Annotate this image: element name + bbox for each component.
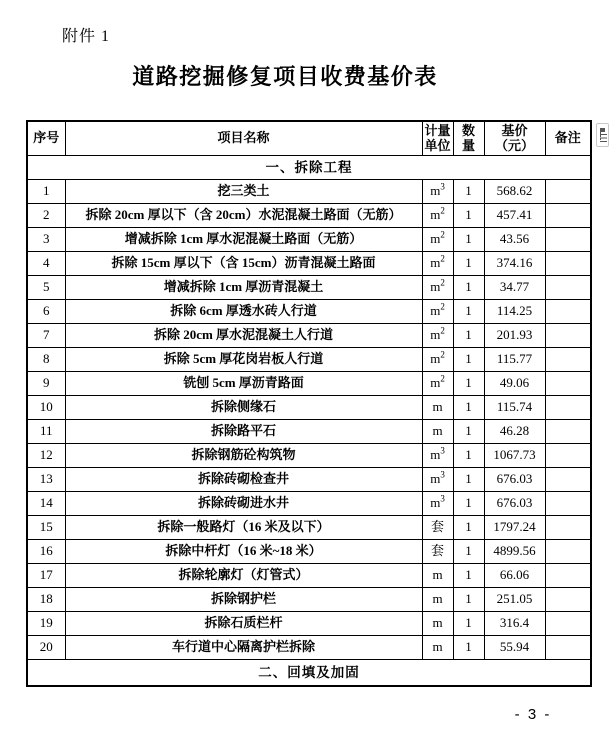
row-index-cell: 3 — [27, 228, 65, 252]
price-cell: 676.03 — [484, 492, 545, 516]
table-row — [27, 612, 591, 636]
remark-cell — [545, 444, 591, 468]
item-name-cell: 车行道中心隔离护栏拆除 — [65, 636, 422, 660]
price-table — [26, 120, 592, 687]
table-header-row — [27, 121, 591, 156]
item-name-cell: 拆除 20cm 厚水泥混凝土人行道 — [65, 324, 422, 348]
table-row — [27, 372, 591, 396]
table-row — [27, 348, 591, 372]
unit-base: m — [432, 615, 443, 631]
unit-base: m — [432, 399, 443, 415]
table-row — [27, 636, 591, 660]
unit-base: m — [430, 471, 441, 487]
unit-base: m — [430, 207, 441, 223]
unit-base: 套 — [430, 543, 444, 559]
row-index-cell: 13 — [27, 468, 65, 492]
remark-cell — [545, 468, 591, 492]
remark-cell — [545, 636, 591, 660]
item-name-cell: 拆除砖砌检查井 — [65, 468, 422, 492]
remark-cell — [545, 276, 591, 300]
remark-cell — [545, 612, 591, 636]
item-name-cell: 拆除 20cm 厚以下（含 20cm）水泥混凝土路面（无筋） — [65, 204, 422, 228]
unit-exponent: 2 — [440, 325, 445, 336]
row-index-cell: 6 — [27, 300, 65, 324]
header-item-name: 项目名称 — [65, 121, 422, 156]
header-remark: 备注 — [545, 121, 591, 156]
unit-cell — [422, 372, 453, 396]
remark-cell — [545, 492, 591, 516]
header-qty-line2: 量 — [461, 137, 475, 153]
header-qty — [453, 121, 484, 156]
unit-exponent: 3 — [440, 469, 445, 480]
row-index-cell: 18 — [27, 588, 65, 612]
row-index-cell: 12 — [27, 444, 65, 468]
header-price-line2: （元） — [494, 137, 534, 153]
price-cell: 1067.73 — [484, 444, 545, 468]
unit-cell — [422, 636, 453, 660]
price-cell: 55.94 — [484, 636, 545, 660]
price-table-body — [27, 156, 591, 687]
unit-base: m — [432, 423, 443, 439]
table-row — [27, 276, 591, 300]
item-name-cell: 拆除中杆灯（16 米~18 米） — [65, 540, 422, 564]
row-index-cell: 9 — [27, 372, 65, 396]
table-row — [27, 396, 591, 420]
remark-cell — [545, 300, 591, 324]
unit-cell — [422, 300, 453, 324]
row-index-cell: 5 — [27, 276, 65, 300]
section-row-backfill — [27, 660, 591, 687]
header-unit-line1: 计量 — [424, 122, 451, 138]
table-row — [27, 300, 591, 324]
item-name-cell: 拆除侧缘石 — [65, 396, 422, 420]
item-name-cell: 挖三类土 — [65, 180, 422, 204]
qty-cell: 1 — [453, 540, 484, 564]
header-qty-line1: 数 — [461, 122, 475, 138]
price-cell: 457.41 — [484, 204, 545, 228]
price-cell: 49.06 — [484, 372, 545, 396]
unit-base: m — [430, 375, 441, 391]
table-row — [27, 252, 591, 276]
unit-cell — [422, 468, 453, 492]
qty-cell: 1 — [453, 588, 484, 612]
price-cell: 201.93 — [484, 324, 545, 348]
unit-exponent: 2 — [440, 253, 445, 264]
unit-exponent: 3 — [440, 445, 445, 456]
unit-base: m — [430, 495, 441, 511]
row-index-cell: 14 — [27, 492, 65, 516]
qty-cell: 1 — [453, 372, 484, 396]
price-cell: 115.74 — [484, 396, 545, 420]
unit-base: m — [430, 279, 441, 295]
header-unit — [422, 121, 453, 156]
unit-cell — [422, 228, 453, 252]
qty-cell: 1 — [453, 228, 484, 252]
table-row — [27, 420, 591, 444]
price-cell: 114.25 — [484, 300, 545, 324]
qty-cell: 1 — [453, 324, 484, 348]
item-name-cell: 拆除石质栏杆 — [65, 612, 422, 636]
unit-base: m — [430, 183, 441, 199]
price-cell: 4899.56 — [484, 540, 545, 564]
remark-cell — [545, 564, 591, 588]
unit-base: m — [430, 327, 441, 343]
table-row — [27, 564, 591, 588]
price-cell: 115.77 — [484, 348, 545, 372]
item-name-cell: 铣刨 5cm 厚沥青路面 — [65, 372, 422, 396]
item-name-cell: 拆除一般路灯（16 米及以下） — [65, 516, 422, 540]
qty-cell: 1 — [453, 612, 484, 636]
row-index-cell: 20 — [27, 636, 65, 660]
section-label-demolition: 一、拆除工程 — [27, 156, 591, 180]
item-name-cell: 拆除 15cm 厚以下（含 15cm）沥青混凝土路面 — [65, 252, 422, 276]
qty-cell: 1 — [453, 636, 484, 660]
unit-exponent: 2 — [440, 277, 445, 288]
row-index-cell: 16 — [27, 540, 65, 564]
unit-cell — [422, 516, 453, 540]
remark-cell — [545, 324, 591, 348]
unit-cell — [422, 324, 453, 348]
unit-exponent: 2 — [440, 205, 445, 216]
unit-cell — [422, 588, 453, 612]
qty-cell: 1 — [453, 348, 484, 372]
item-name-cell: 拆除钢护栏 — [65, 588, 422, 612]
table-row — [27, 204, 591, 228]
price-cell: 374.16 — [484, 252, 545, 276]
header-price — [484, 121, 545, 156]
row-index-cell: 15 — [27, 516, 65, 540]
unit-exponent: 3 — [440, 181, 445, 192]
unit-exponent: 2 — [440, 229, 445, 240]
unit-base: m — [430, 231, 441, 247]
price-cell: 251.05 — [484, 588, 545, 612]
unit-base: m — [430, 447, 441, 463]
attachment-label: 附件 1 — [62, 28, 111, 45]
unit-cell — [422, 420, 453, 444]
item-name-cell: 拆除轮廓灯（灯管式） — [65, 564, 422, 588]
table-row — [27, 588, 591, 612]
unit-cell — [422, 564, 453, 588]
unit-base: m — [432, 567, 443, 583]
row-index-cell: 2 — [27, 204, 65, 228]
unit-exponent: 3 — [440, 493, 445, 504]
qty-cell: 1 — [453, 252, 484, 276]
price-cell: 34.77 — [484, 276, 545, 300]
remark-cell — [545, 516, 591, 540]
header-index: 序号 — [27, 121, 65, 156]
table-row — [27, 516, 591, 540]
qty-cell: 1 — [453, 300, 484, 324]
header-price-line1: 基价 — [501, 122, 528, 138]
qty-cell: 1 — [453, 420, 484, 444]
row-index-cell: 4 — [27, 252, 65, 276]
price-cell: 46.28 — [484, 420, 545, 444]
unit-cell — [422, 252, 453, 276]
unit-exponent: 2 — [440, 301, 445, 312]
table-row — [27, 540, 591, 564]
page-number: - 3 - — [514, 706, 552, 723]
qty-cell: 1 — [453, 396, 484, 420]
item-name-cell: 拆除钢筋砼构筑物 — [65, 444, 422, 468]
page-title: 道路挖掘修复项目收费基价表 — [132, 64, 438, 89]
row-index-cell: 11 — [27, 420, 65, 444]
remark-cell — [545, 348, 591, 372]
remark-cell — [545, 396, 591, 420]
unit-base: m — [430, 351, 441, 367]
remark-cell — [545, 252, 591, 276]
unit-cell — [422, 492, 453, 516]
section-label-backfill: 二、回填及加固 — [27, 660, 591, 687]
table-row — [27, 228, 591, 252]
remark-cell — [545, 204, 591, 228]
price-cell: 316.4 — [484, 612, 545, 636]
qty-cell: 1 — [453, 444, 484, 468]
remark-cell — [545, 180, 591, 204]
unit-base: m — [430, 255, 441, 271]
unit-base: m — [432, 591, 443, 607]
remark-cell — [545, 228, 591, 252]
table-row — [27, 180, 591, 204]
price-cell: 676.03 — [484, 468, 545, 492]
item-name-cell: 增减拆除 1cm 厚沥青混凝土 — [65, 276, 422, 300]
item-name-cell: 增减拆除 1cm 厚水泥混凝土路面（无筋） — [65, 228, 422, 252]
unit-cell — [422, 276, 453, 300]
row-index-cell: 17 — [27, 564, 65, 588]
qty-cell: 1 — [453, 204, 484, 228]
section-row-demolition — [27, 156, 591, 180]
clipboard-glyph — [599, 127, 608, 143]
unit-cell — [422, 204, 453, 228]
remark-cell — [545, 420, 591, 444]
price-cell: 1797.24 — [484, 516, 545, 540]
table-row — [27, 468, 591, 492]
unit-base: m — [430, 303, 441, 319]
row-index-cell: 10 — [27, 396, 65, 420]
remark-cell — [545, 372, 591, 396]
paste-options-icon[interactable] — [596, 123, 609, 147]
unit-cell — [422, 540, 453, 564]
unit-cell — [422, 396, 453, 420]
qty-cell: 1 — [453, 468, 484, 492]
row-index-cell: 7 — [27, 324, 65, 348]
table-row — [27, 492, 591, 516]
unit-exponent: 2 — [440, 373, 445, 384]
qty-cell: 1 — [453, 564, 484, 588]
item-name-cell: 拆除 6cm 厚透水砖人行道 — [65, 300, 422, 324]
row-index-cell: 1 — [27, 180, 65, 204]
unit-cell — [422, 444, 453, 468]
item-name-cell: 拆除路平石 — [65, 420, 422, 444]
qty-cell: 1 — [453, 276, 484, 300]
row-index-cell: 19 — [27, 612, 65, 636]
item-name-cell: 拆除砖砌进水井 — [65, 492, 422, 516]
remark-cell — [545, 588, 591, 612]
header-unit-line2: 单位 — [424, 137, 451, 153]
table-row — [27, 444, 591, 468]
unit-base: m — [432, 639, 443, 655]
remark-cell — [545, 540, 591, 564]
table-row — [27, 324, 591, 348]
price-cell: 568.62 — [484, 180, 545, 204]
qty-cell: 1 — [453, 180, 484, 204]
unit-cell — [422, 612, 453, 636]
unit-exponent: 2 — [440, 349, 445, 360]
qty-cell: 1 — [453, 516, 484, 540]
unit-cell — [422, 348, 453, 372]
unit-cell — [422, 180, 453, 204]
row-index-cell: 8 — [27, 348, 65, 372]
qty-cell: 1 — [453, 492, 484, 516]
item-name-cell: 拆除 5cm 厚花岗岩板人行道 — [65, 348, 422, 372]
price-cell: 66.06 — [484, 564, 545, 588]
price-cell: 43.56 — [484, 228, 545, 252]
unit-base: 套 — [430, 519, 444, 535]
